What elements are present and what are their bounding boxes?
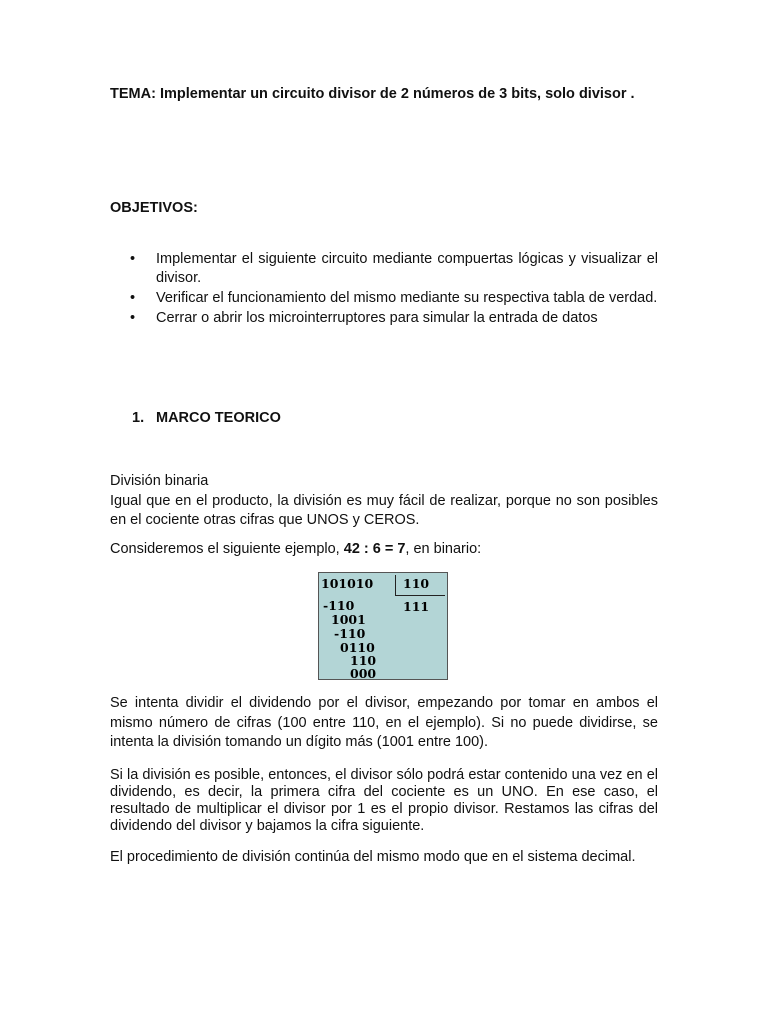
document-page	[110, 0, 658, 1024]
divisor: 110	[403, 576, 430, 591]
section-heading	[110, 409, 658, 428]
division-horizontal-rule	[395, 595, 445, 596]
step-line: 1001	[331, 612, 366, 627]
body-paragraph: El procedimiento de división continúa del mismo modo que en el sistema decimal.	[110, 849, 636, 865]
example-equation: 42 : 6 = 7	[343, 541, 406, 557]
example-suffix: , en binario:	[405, 541, 482, 557]
topic-heading	[110, 85, 658, 104]
objective-text: Cerrar o abrir los microinterruptores para simular la entrada de datos	[156, 310, 598, 326]
example-line	[110, 540, 658, 559]
example-prefix: Consideremos el siguiente ejemplo,	[110, 541, 344, 557]
bullet-icon: •	[130, 251, 136, 267]
body-paragraph: Se intenta dividir el dividendo por el divisor, empezando por tomar en ambos el mismo número de cifras (100 entre 110, en el ejemplo). Si no puede dividirse, se intenta la división tomando un dígito más (1001 entre 100).	[110, 695, 658, 750]
list-item	[110, 309, 658, 328]
step-line: -110	[334, 626, 366, 641]
list-item	[110, 289, 658, 308]
step-line: 000	[350, 666, 377, 681]
objective-text: Implementar el siguiente circuito mediante compuertas lógicas y visualizar el divisor.	[156, 251, 658, 286]
topic-label: TEMA:	[110, 86, 156, 102]
subsection-title: División binaria	[110, 473, 209, 489]
quotient: 111	[403, 599, 430, 614]
list-item	[110, 250, 658, 288]
objectives-heading: OBJETIVOS:	[110, 200, 198, 216]
body-paragraph: Si la división es posible, entonces, el divisor sólo podrá estar contenido una vez en el dividendo, es decir, la primera cifra del cociente es un UNO. En ese caso, el resultado de multiplicar el divisor por 1 es el propio divisor. Restamos las cifras del dividendo del divisor y bajamos la cifra siguiente.	[110, 767, 658, 834]
bullet-icon: •	[130, 310, 136, 326]
division-vertical-rule	[395, 575, 396, 595]
section-number: 1.	[132, 410, 145, 426]
objective-text: Verificar el funcionamiento del mismo mediante su respectiva tabla de verdad.	[156, 290, 658, 306]
section-title: MARCO TEORICO	[156, 410, 281, 426]
step-line: -110	[323, 598, 355, 613]
dividend: 101010	[321, 576, 374, 591]
objectives-list	[110, 250, 658, 329]
step-line: 110	[350, 653, 377, 668]
step-line: 0110	[340, 640, 375, 655]
binary-division-figure	[318, 572, 448, 680]
topic-text: Implementar un circuito divisor de 2 números de 3 bits, solo divisor .	[159, 86, 635, 102]
intro-paragraph: Igual que en el producto, la división es muy fácil de realizar, porque no son posibles en el cociente otras cifras que UNOS y CEROS.	[110, 493, 658, 528]
bullet-icon: •	[130, 290, 136, 306]
